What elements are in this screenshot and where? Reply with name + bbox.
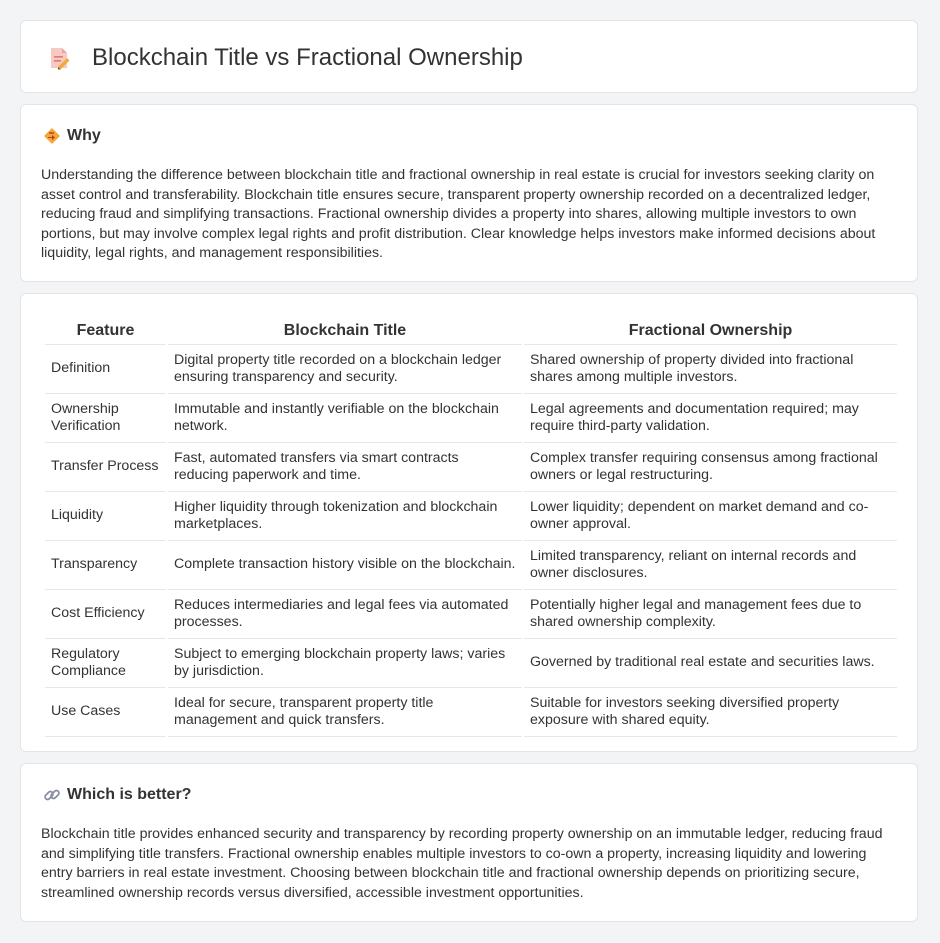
diamond-arrows-icon bbox=[43, 127, 61, 145]
why-title: Why bbox=[67, 127, 101, 144]
table-row bbox=[45, 492, 897, 541]
table-row bbox=[45, 688, 897, 737]
feature-cell: Definition bbox=[45, 345, 166, 394]
table-header-row bbox=[45, 314, 897, 345]
fractional-cell: Shared ownership of property divided into fractional shares among multiple investors. bbox=[524, 345, 897, 394]
why-heading bbox=[43, 127, 101, 145]
comparison-section bbox=[20, 293, 918, 752]
page-title: Blockchain Title vs Fractional Ownership bbox=[92, 44, 523, 71]
blockchain-cell: Higher liquidity through tokenization and blockchain marketplaces. bbox=[168, 492, 522, 541]
feature-cell: Use Cases bbox=[45, 688, 166, 737]
table-row bbox=[45, 639, 897, 688]
why-text: Understanding the difference between blockchain title and fractional ownership in real estate is crucial for investors seeking clarity on asset control and transferability. Blockchain title ensures secure, transparent property ownership recorded on a decentralized ledger, reducing fraud and simplifying transactions. Fractional ownership divides a property into shares, allowing multiple investors to own portions, but may involve complex legal rights and profit distribution. Clear knowledge helps investors make informed decisions about liquidity, legal rights, and management responsibilities. bbox=[41, 167, 876, 261]
blockchain-cell: Immutable and instantly verifiable on the blockchain network. bbox=[168, 394, 522, 443]
fractional-cell: Limited transparency, reliant on internal records and owner disclosures. bbox=[524, 541, 897, 590]
document-pen-icon bbox=[46, 45, 72, 71]
header-fractional: Fractional Ownership bbox=[524, 314, 897, 345]
title-card bbox=[20, 20, 918, 93]
blockchain-cell: Complete transaction history visible on the blockchain. bbox=[168, 541, 522, 590]
header-feature: Feature bbox=[45, 314, 166, 345]
blockchain-cell: Subject to emerging blockchain property laws; varies by jurisdiction. bbox=[168, 639, 522, 688]
fractional-cell: Complex transfer requiring consensus among fractional owners or legal restructuring. bbox=[524, 443, 897, 492]
feature-cell: Ownership Verification bbox=[45, 394, 166, 443]
table-row bbox=[45, 443, 897, 492]
feature-cell: Regulatory Compliance bbox=[45, 639, 166, 688]
feature-cell: Transparency bbox=[45, 541, 166, 590]
fractional-cell: Legal agreements and documentation required; may require third-party validation. bbox=[524, 394, 897, 443]
header-blockchain: Blockchain Title bbox=[168, 314, 522, 345]
blockchain-cell: Ideal for secure, transparent property title management and quick transfers. bbox=[168, 688, 522, 737]
fractional-cell: Suitable for investors seeking diversified property exposure with shared equity. bbox=[524, 688, 897, 737]
table-row bbox=[45, 541, 897, 590]
fractional-cell: Potentially higher legal and management fees due to shared ownership complexity. bbox=[524, 590, 897, 639]
table-row bbox=[45, 345, 897, 394]
feature-cell: Liquidity bbox=[45, 492, 166, 541]
better-heading bbox=[43, 786, 191, 804]
fractional-cell: Lower liquidity; dependent on market demand and co-owner approval. bbox=[524, 492, 897, 541]
link-icon bbox=[43, 786, 61, 804]
feature-cell: Cost Efficiency bbox=[45, 590, 166, 639]
better-text: Blockchain title provides enhanced security and transparency by recording property ownership on an immutable ledger, reducing fraud and simplifying title transfers. Fractional ownership enables multiple investors to co-own a property, increasing liquidity and lowering entry barriers in real estate investment. Choosing between blockchain title and fractional ownership depends on prioritizing secure, streamlined ownership records versus diversified, accessible investment opportunities. bbox=[41, 826, 883, 901]
better-title: Which is better? bbox=[67, 786, 192, 803]
comparison-table bbox=[43, 314, 899, 737]
why-section bbox=[20, 104, 918, 282]
feature-cell: Transfer Process bbox=[45, 443, 166, 492]
table-row bbox=[45, 394, 897, 443]
fractional-cell: Governed by traditional real estate and securities laws. bbox=[524, 639, 897, 688]
blockchain-cell: Digital property title recorded on a blockchain ledger ensuring transparency and security. bbox=[168, 345, 522, 394]
blockchain-cell: Fast, automated transfers via smart contracts reducing paperwork and time. bbox=[168, 443, 522, 492]
blockchain-cell: Reduces intermediaries and legal fees via automated processes. bbox=[168, 590, 522, 639]
which-better-section bbox=[20, 763, 918, 922]
table-row bbox=[45, 590, 897, 639]
